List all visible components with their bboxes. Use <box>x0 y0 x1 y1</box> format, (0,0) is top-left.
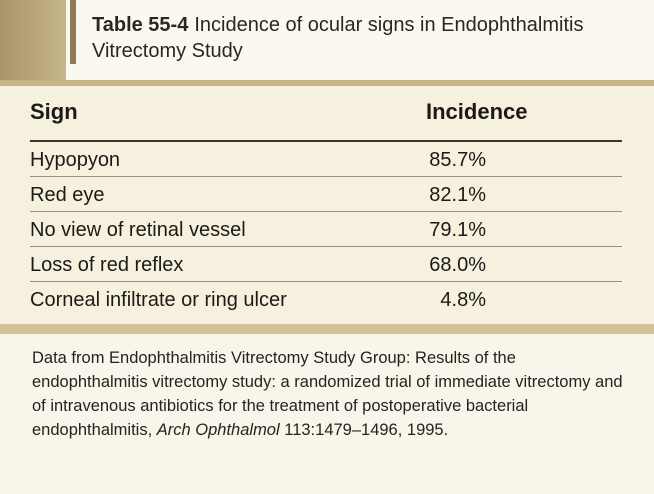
incidence-cell: 85.7% <box>429 149 486 171</box>
footnote-text: Data from Endophthalmitis Vitrectomy Study Group: Results of the endophthalmitis vitrectomy study: a randomized trial of immediate vitrectomy and of intravenous antibiotics for the treatment of postoperative bacterial endophthalmitis, <box>32 349 623 439</box>
column-header-sign: Sign <box>30 99 78 124</box>
table-row <box>30 177 622 212</box>
incidence-cell: 82.1% <box>429 184 486 206</box>
sign-cell: Red eye <box>30 184 105 206</box>
sign-cell: No view of retinal vessel <box>30 219 246 241</box>
footer-divider <box>0 324 654 334</box>
table-footnote <box>32 346 632 442</box>
caption-marker-bar <box>70 0 76 64</box>
table-number: Table 55-4 <box>92 14 189 36</box>
incidence-cell: 68.0% <box>429 254 486 276</box>
footnote-citation: 113:1479–1496, 1995. <box>284 421 449 439</box>
table-row <box>30 282 622 317</box>
sign-cell: Hypopyon <box>30 149 121 171</box>
table-row <box>30 247 622 282</box>
sign-cell: Corneal infiltrate or ring ulcer <box>30 289 287 311</box>
table-title: Incidence of ocular signs in Endophthalmitis Vitrectomy Study <box>92 14 584 62</box>
table-row <box>30 142 622 177</box>
decorative-side-strip <box>0 0 66 80</box>
table-row <box>30 212 622 247</box>
incidence-cell: 4.8% <box>440 289 486 311</box>
sign-cell: Loss of red reflex <box>30 254 184 276</box>
column-header-incidence: Incidence <box>426 99 528 124</box>
incidence-cell: 79.1% <box>429 219 486 241</box>
footnote-journal: Arch Ophthalmol <box>156 421 280 439</box>
table-caption <box>92 12 644 64</box>
